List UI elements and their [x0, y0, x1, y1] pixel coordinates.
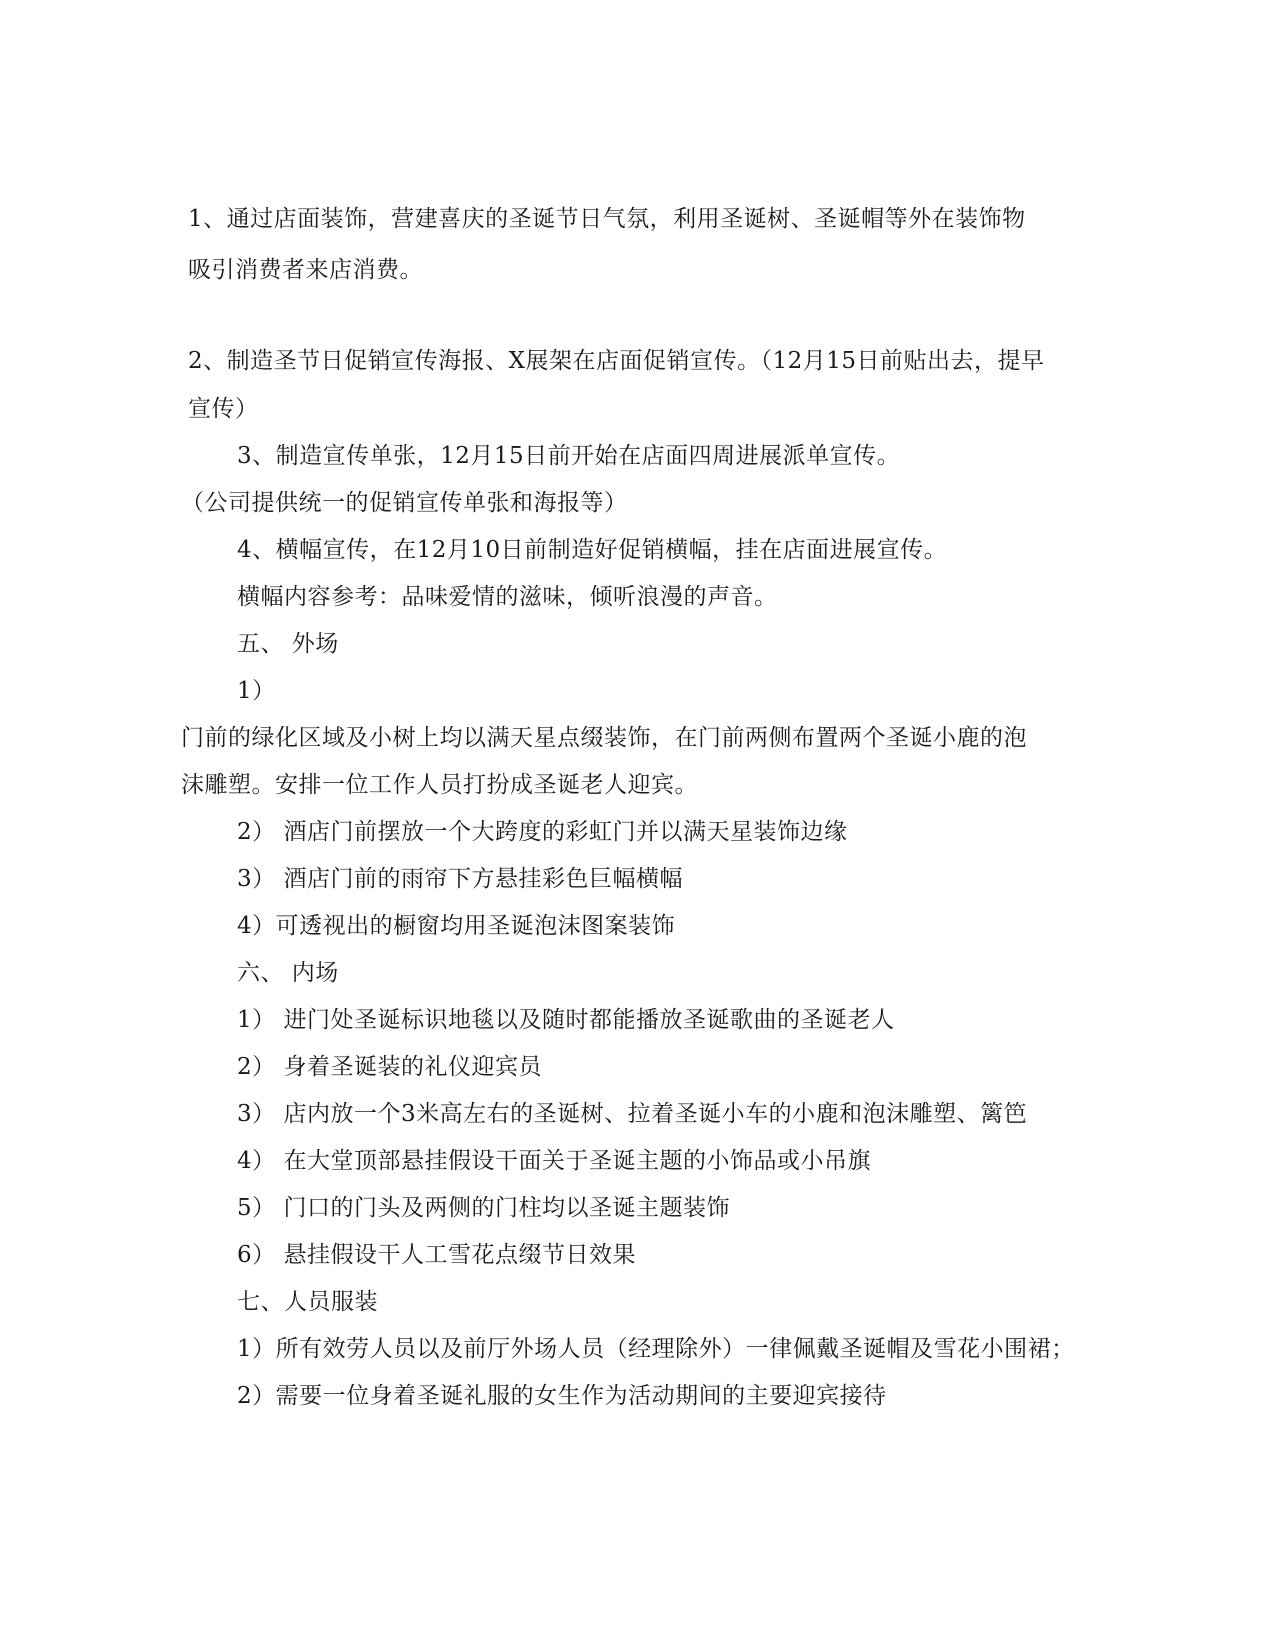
paragraph-1-line-1: 1、通过店面装饰，营建喜庆的圣诞节日气氛，利用圣诞树、圣诞帽等外在装饰物 [188, 206, 1026, 232]
paragraph-4-line-2: 横幅内容参考：品味爱情的滋味，倾听浪漫的声音。 [237, 584, 778, 610]
section-heading-indoor: 六、 内场 [237, 960, 339, 986]
indoor-item-1: 1） 进门处圣诞标识地毯以及随时都能播放圣诞歌曲的圣诞老人 [237, 1007, 895, 1033]
paragraph-2-line-1: 2、制造圣节日促销宣传海报、X展架在店面促销宣传。（12月15日前贴出去，提早 [188, 348, 1045, 374]
outdoor-item-1-label: 1） [237, 678, 276, 704]
paragraph-1-line-2: 吸引消费者来店消费。 [188, 257, 423, 283]
outdoor-item-1-line-1: 门前的绿化区域及小树上均以满天星点缀装饰，在门前两侧布置两个圣诞小鹿的泡 [181, 725, 1027, 751]
paragraph-4-line-1: 4、横幅宣传，在12月10日前制造好促销横幅，挂在店面进展宣传。 [237, 537, 948, 563]
staff-attire-item-1: 1）所有效劳人员以及前厅外场人员（经理除外）一律佩戴圣诞帽及雪花小围裙； [237, 1336, 1075, 1362]
indoor-item-3: 3） 店内放一个3米高左右的圣诞树、拉着圣诞小车的小鹿和泡沫雕塑、篱笆 [237, 1101, 1028, 1127]
section-heading-outdoor: 五、 外场 [237, 631, 339, 657]
outdoor-item-1-line-2: 沫雕塑。安排一位工作人员打扮成圣诞老人迎宾。 [181, 772, 698, 798]
section-heading-staff-attire: 七、人员服装 [237, 1289, 378, 1315]
paragraph-2-line-2: 宣传） [188, 396, 259, 422]
indoor-item-2: 2） 身着圣诞装的礼仪迎宾员 [237, 1054, 542, 1080]
paragraph-3-line-2: （公司提供统一的促销宣传单张和海报等） [181, 490, 628, 516]
staff-attire-item-2: 2）需要一位身着圣诞礼服的女生作为活动期间的主要迎宾接待 [237, 1383, 887, 1409]
outdoor-item-2: 2） 酒店门前摆放一个大跨度的彩虹门并以满天星装饰边缘 [237, 819, 848, 845]
outdoor-item-3: 3） 酒店门前的雨帘下方悬挂彩色巨幅横幅 [237, 866, 683, 892]
paragraph-3-line-1: 3、制造宣传单张，12月15日前开始在店面四周进展派单宣传。 [237, 443, 901, 469]
indoor-item-5: 5） 门口的门头及两侧的门柱均以圣诞主题装饰 [237, 1195, 730, 1221]
indoor-item-4: 4） 在大堂顶部悬挂假设干面关于圣诞主题的小饰品或小吊旗 [237, 1148, 871, 1174]
indoor-item-6: 6） 悬挂假设干人工雪花点缀节日效果 [237, 1242, 636, 1268]
outdoor-item-4: 4）可透视出的橱窗均用圣诞泡沫图案装饰 [237, 913, 676, 939]
